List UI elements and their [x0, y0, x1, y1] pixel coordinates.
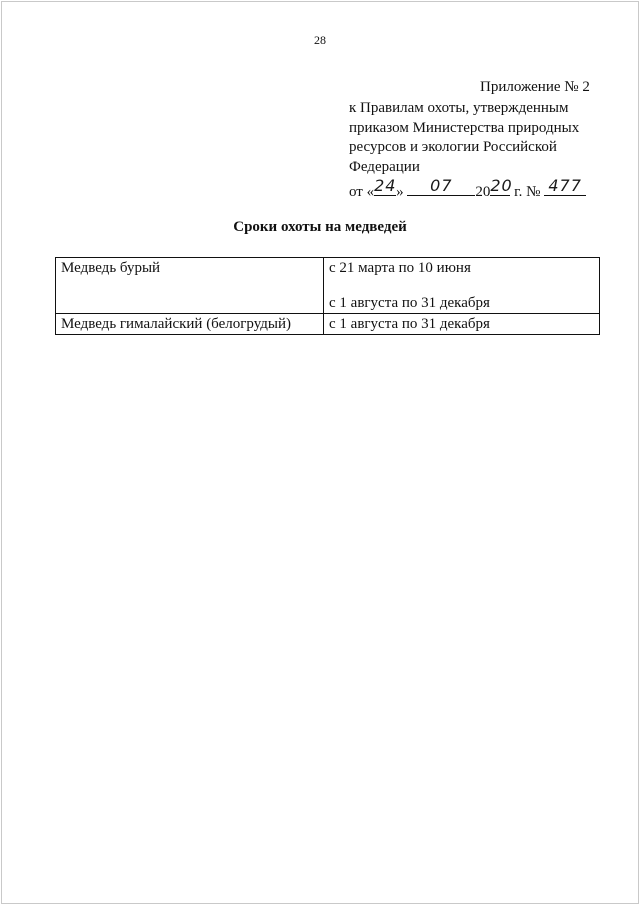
- month-blank: [407, 176, 475, 196]
- species-name: Медведь бурый: [61, 260, 161, 276]
- period-text: с 21 марта по 10 июня: [329, 260, 471, 276]
- handwritten-month: 07: [430, 176, 453, 195]
- appendix-line: к Правилам охоты, утвержденным: [349, 100, 569, 116]
- period-text: с 1 августа по 31 декабря: [329, 316, 490, 332]
- table-row: [56, 314, 600, 335]
- species-cell: [56, 258, 324, 314]
- period-cell: [324, 258, 600, 314]
- handwritten-day: 24: [374, 176, 397, 195]
- order-number-label: г. №: [514, 184, 541, 200]
- date-mid: »: [396, 184, 404, 200]
- appendix-line: приказом Министерства природных: [349, 119, 580, 136]
- document-title: Сроки охоты на медведей: [233, 219, 407, 235]
- handwritten-number: 477: [548, 176, 582, 195]
- day-blank: [374, 176, 397, 196]
- appendix-text: [349, 99, 609, 177]
- hunting-seasons-table: [55, 257, 600, 335]
- table-row: [56, 258, 600, 314]
- appendix-line: Федерации: [349, 158, 420, 175]
- page-number: 28: [314, 33, 326, 47]
- order-date-line: [349, 176, 586, 201]
- period-text: с 1 августа по 31 декабря: [329, 295, 490, 311]
- period-cell: [324, 314, 600, 335]
- spacer: [329, 277, 595, 294]
- appendix-heading: Приложение № 2: [480, 79, 590, 95]
- number-blank: [544, 176, 586, 196]
- species-name: Медведь гималайский (белогрудый): [61, 316, 292, 332]
- year-prefix: 20: [475, 184, 491, 200]
- handwritten-year: 20: [490, 176, 513, 195]
- date-prefix: от «: [349, 184, 375, 200]
- year-blank: [490, 176, 513, 196]
- appendix-line: ресурсов и экологии Российской: [349, 139, 557, 155]
- species-cell: [56, 314, 324, 335]
